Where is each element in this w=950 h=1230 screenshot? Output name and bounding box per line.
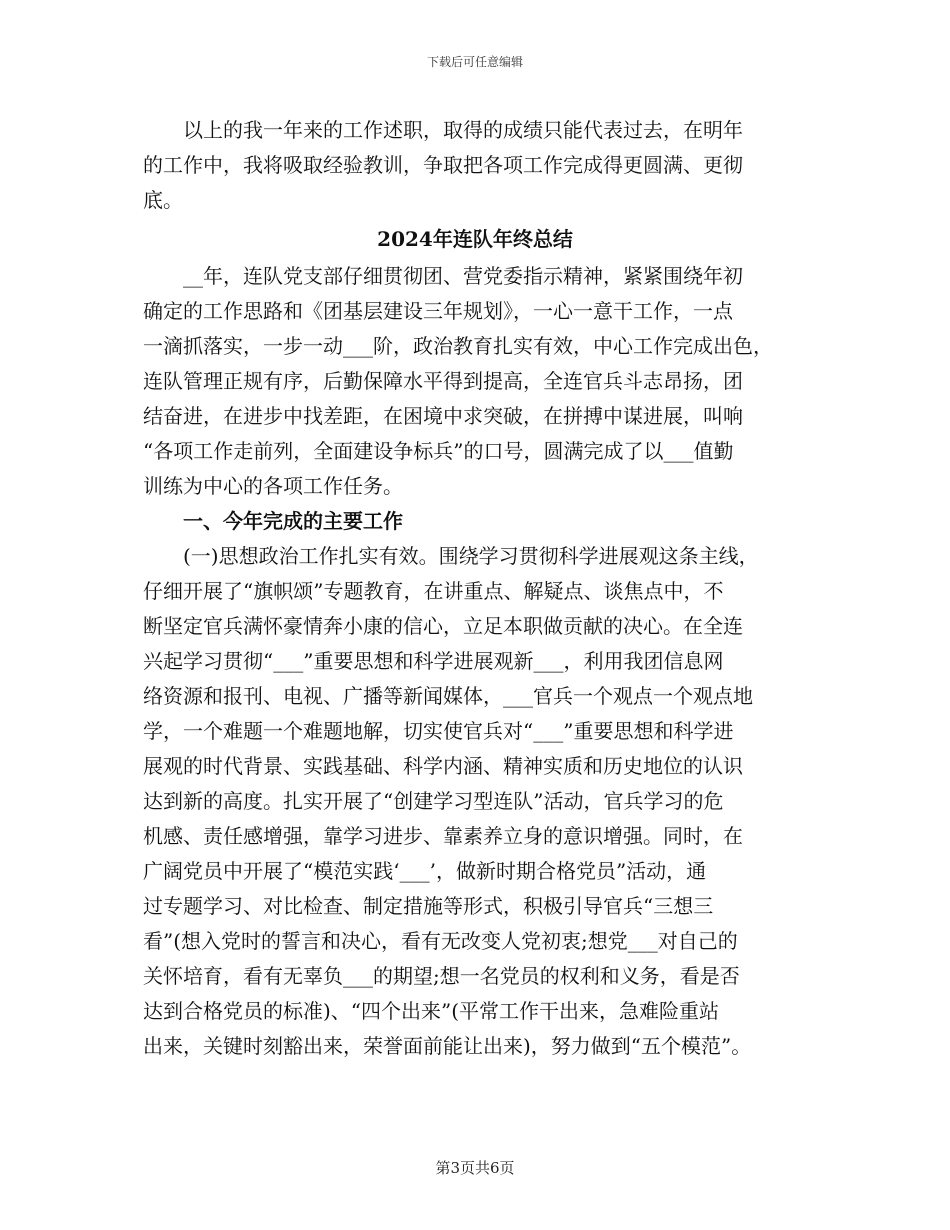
text-line: 机感、责任感增强，靠学习进步、靠素养立身的意识增强。同时，在 <box>143 824 743 848</box>
text-line: 展观的时代背景、实践基础、科学内涵、精神实质和历史地位的认识 <box>143 754 743 778</box>
text-line: 广阔党员中开展了“模范实践‘___’，做新时期合格党员”活动，通 <box>143 859 707 883</box>
text-line: 兴起学习贯彻“___”重要思想和科学进展观新___，利用我团信息网 <box>143 649 724 673</box>
text-line: 出来，关键时刻豁出来，荣誉面前能让出来)，努力做到“五个模范”。 <box>143 1034 752 1058</box>
text-line: 看”(想入党时的誓言和决心，看有无改变人党初衷;想党___对自己的 <box>143 929 738 953</box>
text-line: 络资源和报刊、电视、广播等新闻媒体，___官兵一个观点一个观点地 <box>143 684 753 708</box>
text-line: 达到新的高度。扎实开展了“创建学习型连队”活动，官兵学习的危 <box>143 789 724 813</box>
text-line: 训练为中心的各项工作任务。 <box>143 474 403 498</box>
text-line: 过专题学习、对比检查、制定措施等形式，积极引导官兵“三想三 <box>143 894 714 918</box>
intro-paragraph <box>143 113 823 218</box>
text-line: 底。 <box>143 188 183 212</box>
text-line: (一)思想政治工作扎实有效。围绕学习贯彻科学进展观这条主线， <box>143 544 759 568</box>
text-line: 连队管理正规有序，后勤保障水平得到提高，全连官兵斗志昂扬，团 <box>143 369 743 393</box>
text-line: 以上的我一年来的工作述职，取得的成绩只能代表过去，在明年 <box>143 118 743 142</box>
text-line: 确定的工作思路和《团基层建设三年规划》，一心一意干工作，一点 <box>143 299 733 323</box>
text-line: 的工作中，我将吸取经验教训，争取把各项工作完成得更圆满、更彻 <box>143 153 743 177</box>
document-title: 2024年连队年终总结 <box>377 227 573 251</box>
text-line: “各项工作走前列，全面建设争标兵”的口号，圆满完成了以___值勤 <box>143 439 734 463</box>
text-line: 仔细开展了“旗帜颂”专题教育，在讲重点、解疑点、谈焦点中，不 <box>143 579 724 603</box>
summary-paragraph <box>143 259 823 1064</box>
section-heading: 一、今年完成的主要工作 <box>143 509 403 533</box>
text-line: __年，连队党支部仔细贯彻团、营党委指示精神，紧紧围绕年初 <box>143 264 743 288</box>
text-line: 关怀培育，看有无辜负___的期望;想一名党员的权利和义务，看是否 <box>143 964 740 988</box>
page-number: 第3页共6页 <box>435 1159 515 1177</box>
text-line: 学，一个难题一个难题地解，切实使官兵对“___”重要思想和科学进 <box>143 719 734 743</box>
text-line: 达到合格党员的标准)、“四个出来”(平常工作干出来，急难险重站 <box>143 999 720 1023</box>
text-line: 一滴抓落实，一步一动___阶，政治教育扎实有效，中心工作完成出色， <box>143 334 773 358</box>
text-line: 结奋进，在进步中找差距，在困境中求突破，在拼搏中谋进展，叫响 <box>143 404 743 428</box>
header-note: 下载后可任意编辑 <box>426 55 523 69</box>
text-line: 断坚定官兵满怀豪情奔小康的信心，立足本职做贡献的决心。在全连 <box>143 614 743 638</box>
